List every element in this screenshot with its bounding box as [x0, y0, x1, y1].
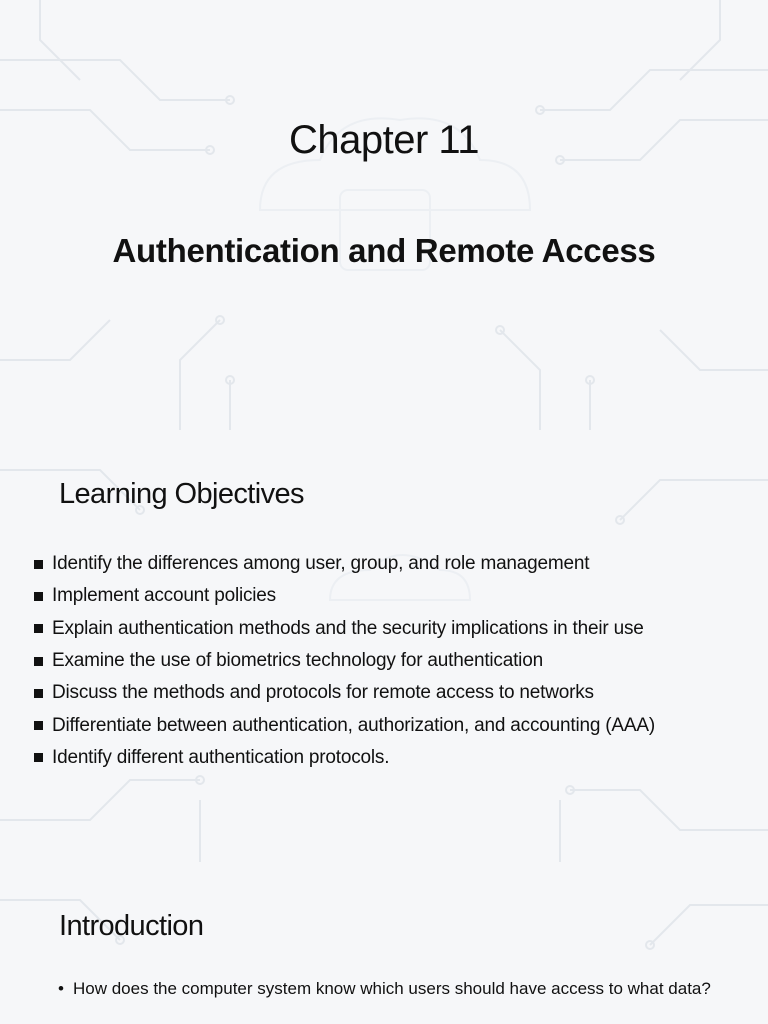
- objective-text: Discuss the methods and protocols for remote access to networks: [52, 682, 594, 704]
- learning-objectives-slide: [0, 430, 768, 862]
- objective-text: Implement account policies: [52, 585, 276, 607]
- objective-item: [34, 613, 655, 645]
- learning-objectives-heading: Learning Objectives: [59, 478, 304, 510]
- chapter-subtitle: Authentication and Remote Access: [112, 232, 656, 269]
- square-bullet-icon: [34, 560, 43, 569]
- square-bullet-icon: [34, 753, 43, 762]
- objective-text: Explain authentication methods and the security implications in their use: [52, 617, 644, 639]
- objectives-list: [34, 548, 655, 774]
- objective-text: Identify the differences among user, group, and role management: [52, 553, 590, 575]
- square-bullet-icon: [34, 657, 43, 666]
- objective-item: [34, 580, 655, 612]
- introduction-item: [58, 980, 718, 998]
- objective-text: Differentiate between authentication, authorization, and accounting (AAA): [52, 714, 655, 736]
- objective-text: Identify different authentication protocols.: [52, 746, 390, 768]
- dot-bullet-icon: •: [58, 979, 64, 998]
- square-bullet-icon: [34, 624, 43, 633]
- introduction-text: How does the computer system know which users should have access to what data?: [73, 979, 711, 998]
- objective-item: [34, 709, 655, 741]
- objective-item: [34, 677, 655, 709]
- title-slide: [0, 0, 768, 430]
- objective-item: [34, 742, 655, 774]
- introduction-list: [58, 980, 718, 998]
- square-bullet-icon: [34, 721, 43, 730]
- square-bullet-icon: [34, 592, 43, 601]
- objective-item: [34, 548, 655, 580]
- introduction-heading: Introduction: [59, 910, 204, 942]
- objective-text: Examine the use of biometrics technology for authentication: [52, 650, 543, 672]
- square-bullet-icon: [34, 689, 43, 698]
- objective-item: [34, 645, 655, 677]
- introduction-slide: [0, 862, 768, 1024]
- chapter-title: Chapter 11: [289, 118, 479, 162]
